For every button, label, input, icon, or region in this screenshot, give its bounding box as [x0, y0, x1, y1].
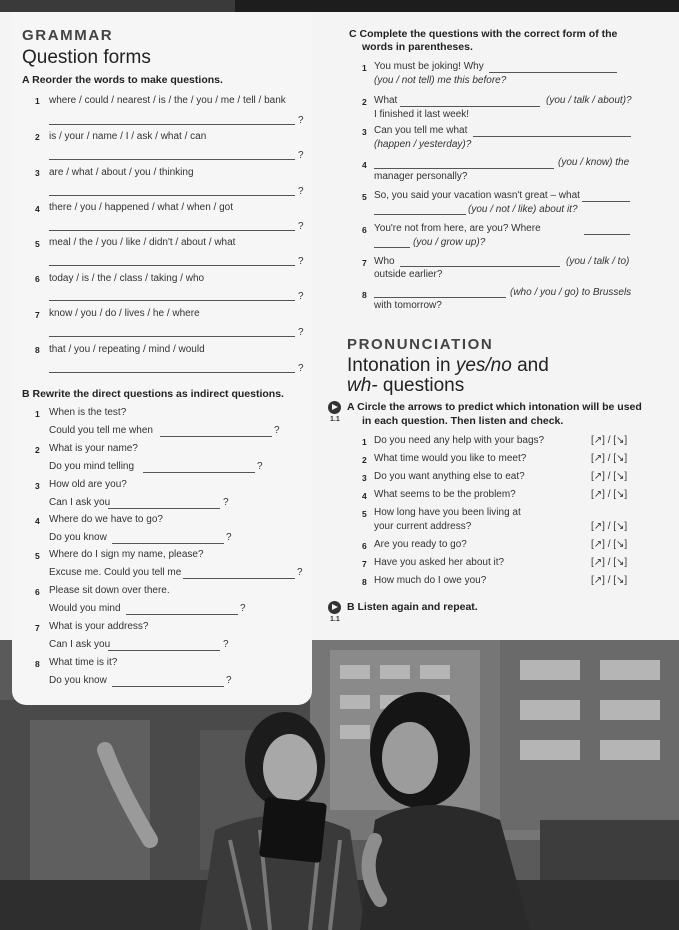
intonation-arrows[interactable]: [↗] / [↘]	[591, 557, 628, 568]
question-mark: ?	[297, 567, 303, 578]
audio-play-icon[interactable]	[328, 601, 341, 614]
answer-line[interactable]	[49, 336, 295, 337]
sentence-start: Who	[374, 256, 395, 267]
intonation-arrows[interactable]: [↗] / [↘]	[591, 521, 628, 532]
indirect-prompt: Do you know	[49, 532, 107, 543]
item-number: 1	[35, 409, 40, 419]
section-a-heading: A Reorder the words to make questions.	[22, 74, 223, 86]
direct-question: Please sit down over there.	[49, 585, 170, 596]
item-number: 7	[35, 623, 40, 633]
item-number: 4	[362, 160, 367, 170]
intonation-question: Are you ready to go?	[374, 539, 467, 550]
item-number: 3	[362, 473, 367, 483]
answer-line[interactable]	[126, 614, 238, 615]
sentence-start: What	[374, 95, 398, 106]
question-mark: ?	[257, 461, 263, 472]
answer-line[interactable]	[489, 72, 617, 73]
item-number: 8	[362, 577, 367, 587]
item-number: 5	[35, 551, 40, 561]
question-mark: ?	[298, 256, 304, 267]
item-number: 4	[362, 491, 367, 501]
answer-line[interactable]	[112, 686, 224, 687]
item-number: 4	[35, 204, 40, 214]
item-number: 5	[35, 239, 40, 249]
item-number: 8	[35, 659, 40, 669]
sentence-hint: (you / talk / about)?	[546, 95, 632, 106]
reorder-prompt: know / you / do / lives / he / where	[49, 308, 200, 319]
item-number: 1	[362, 63, 367, 73]
pronunciation-title	[347, 355, 549, 377]
answer-line[interactable]	[374, 297, 506, 298]
answer-line[interactable]	[584, 234, 630, 235]
question-mark: ?	[226, 532, 232, 543]
answer-line[interactable]	[143, 472, 255, 473]
indirect-prompt: Do you mind telling	[49, 461, 135, 472]
section-c-heading-cont: words in parentheses.	[362, 41, 473, 53]
item-number: 6	[35, 587, 40, 597]
indirect-prompt: Excuse me. Could you tell me	[49, 567, 182, 578]
question-mark: ?	[223, 639, 229, 650]
intonation-arrows[interactable]: [↗] / [↘]	[591, 575, 628, 586]
direct-question: Where do I sign my name, please?	[49, 549, 204, 560]
direct-question: What is your name?	[49, 443, 138, 454]
question-mark: ?	[240, 603, 246, 614]
item-number: 2	[362, 97, 367, 107]
item-number: 6	[362, 541, 367, 551]
reorder-prompt: meal / the / you / like / didn't / about / what	[49, 237, 236, 248]
direct-question: What time is it?	[49, 657, 118, 668]
question-mark: ?	[274, 425, 280, 436]
item-number: 7	[362, 559, 367, 569]
sentence-hint: (who / you / go) to Brussels	[510, 287, 632, 298]
reorder-prompt: that / you / repeating / mind / would	[49, 344, 205, 355]
intonation-arrows[interactable]: [↗] / [↘]	[591, 435, 628, 446]
answer-line[interactable]	[582, 201, 630, 202]
sentence-start: You must be joking! Why	[374, 61, 484, 72]
item-number: 2	[362, 455, 367, 465]
sentence-end: outside earlier?	[374, 269, 443, 280]
track-number: 1.1	[330, 616, 340, 623]
grammar-label: GRAMMAR	[22, 27, 114, 44]
reorder-prompt: there / you / happened / what / when / got	[49, 202, 234, 213]
answer-line[interactable]	[108, 650, 220, 651]
indirect-prompt: Would you mind	[49, 603, 121, 614]
answer-line[interactable]	[374, 247, 410, 248]
pron-section-b-heading: B Listen again and repeat.	[347, 601, 478, 613]
indirect-prompt: Can I ask you	[49, 497, 111, 508]
reorder-prompt: are / what / about / you / thinking	[49, 167, 194, 178]
track-number: 1.1	[330, 416, 340, 423]
answer-line[interactable]	[49, 300, 295, 301]
item-number: 5	[362, 509, 367, 519]
sentence-hint: (you / not tell) me this before?	[374, 75, 507, 86]
question-mark: ?	[298, 115, 304, 126]
intonation-question: Do you need any help with your bags?	[374, 435, 545, 446]
question-mark: ?	[298, 291, 304, 302]
item-number: 1	[35, 96, 40, 106]
sentence-hint: (you / know) the	[558, 157, 630, 168]
item-number: 8	[362, 290, 367, 300]
intonation-question: Have you asked her about it?	[374, 557, 505, 568]
pronunciation-title-cont	[347, 375, 464, 397]
title-part: wh-	[347, 375, 378, 396]
answer-line[interactable]	[400, 106, 540, 107]
item-number: 6	[35, 274, 40, 284]
sentence-end: I finished it last week!	[374, 109, 470, 120]
answer-line[interactable]	[473, 136, 631, 137]
direct-question: How old are you?	[49, 479, 127, 490]
sentence-hint: (you / talk / to)	[566, 256, 630, 267]
sentence-start: You're not from here, are you? Where	[374, 223, 541, 234]
indirect-prompt: Could you tell me when	[49, 425, 153, 436]
indirect-prompt: Do you know	[49, 675, 107, 686]
title-part: yes/no	[455, 355, 512, 376]
intonation-question: Do you want anything else to eat?	[374, 471, 525, 482]
reorder-prompt: today / is / the / class / taking / who	[49, 273, 205, 284]
section-c-heading: C Complete the questions with the correct form of the	[349, 28, 618, 40]
answer-line[interactable]	[183, 578, 295, 579]
intonation-question: How much do I owe you?	[374, 575, 487, 586]
item-number: 3	[362, 127, 367, 137]
question-mark: ?	[223, 497, 229, 508]
reorder-prompt: is / your / name / I / ask / what / can	[49, 131, 207, 142]
answer-line[interactable]	[49, 159, 295, 160]
answer-line[interactable]	[160, 436, 272, 437]
question-mark: ?	[226, 675, 232, 686]
item-number: 4	[35, 516, 40, 526]
item-number: 8	[35, 345, 40, 355]
intonation-question-cont: your current address?	[374, 521, 472, 532]
answer-line[interactable]	[374, 168, 554, 169]
question-mark: ?	[298, 327, 304, 338]
pron-section-a-heading-cont: in each question. Then listen and check.	[362, 415, 564, 427]
answer-line[interactable]	[108, 508, 220, 509]
item-number: 3	[35, 168, 40, 178]
pronunciation-label: PRONUNCIATION	[347, 336, 494, 353]
title-part: Intonation in	[347, 355, 456, 376]
item-number: 3	[35, 481, 40, 491]
title-part: questions	[377, 375, 465, 396]
question-mark: ?	[298, 221, 304, 232]
sentence-hint: (you / not / like) about it?	[468, 204, 578, 215]
direct-question: Where do we have to go?	[49, 514, 163, 525]
direct-question: When is the test?	[49, 407, 127, 418]
intonation-question: What seems to be the problem?	[374, 489, 516, 500]
intonation-arrows[interactable]: [↗] / [↘]	[591, 453, 628, 464]
pron-section-a-heading: A Circle the arrows to predict which intonation will be used	[347, 401, 642, 413]
grammar-title: Question forms	[22, 47, 151, 68]
top-bar-tab	[0, 0, 235, 12]
top-bar	[0, 0, 679, 12]
item-number: 6	[362, 225, 367, 235]
sentence-end: manager personally?	[374, 171, 468, 182]
intonation-arrows[interactable]: [↗] / [↘]	[591, 539, 628, 550]
item-number: 7	[35, 310, 40, 320]
item-number: 7	[362, 258, 367, 268]
reorder-prompt: where / could / nearest / is / the / you / me / tell / bank	[49, 95, 286, 106]
audio-play-icon[interactable]	[328, 401, 341, 414]
indirect-prompt: Can I ask you	[49, 639, 111, 650]
answer-line[interactable]	[49, 372, 295, 373]
sentence-hint: (happen / yesterday)?	[374, 139, 472, 150]
section-b-heading: B Rewrite the direct questions as indirect questions.	[22, 388, 284, 400]
sentence-hint: (you / grow up)?	[413, 237, 486, 248]
sentence-end: with tomorrow?	[374, 300, 442, 311]
answer-line[interactable]	[374, 214, 466, 215]
item-number: 5	[362, 192, 367, 202]
left-panel	[12, 12, 312, 705]
title-part: and	[511, 355, 549, 376]
intonation-question: How long have you been living at	[374, 507, 521, 518]
sentence-start: So, you said your vacation wasn't great – what	[374, 190, 580, 201]
item-number: 1	[362, 437, 367, 447]
sentence-start: Can you tell me what	[374, 125, 468, 136]
item-number: 2	[35, 445, 40, 455]
answer-line[interactable]	[49, 195, 295, 196]
answer-line[interactable]	[112, 543, 224, 544]
answer-line[interactable]	[49, 230, 295, 231]
answer-line[interactable]	[49, 265, 295, 266]
item-number: 2	[35, 132, 40, 142]
question-mark: ?	[298, 186, 304, 197]
intonation-arrows[interactable]: [↗] / [↘]	[591, 489, 628, 500]
answer-line[interactable]	[49, 124, 295, 125]
question-mark: ?	[298, 150, 304, 161]
answer-line[interactable]	[400, 266, 560, 267]
intonation-arrows[interactable]: [↗] / [↘]	[591, 471, 628, 482]
question-mark: ?	[298, 363, 304, 374]
intonation-question: What time would you like to meet?	[374, 453, 527, 464]
direct-question: What is your address?	[49, 621, 149, 632]
